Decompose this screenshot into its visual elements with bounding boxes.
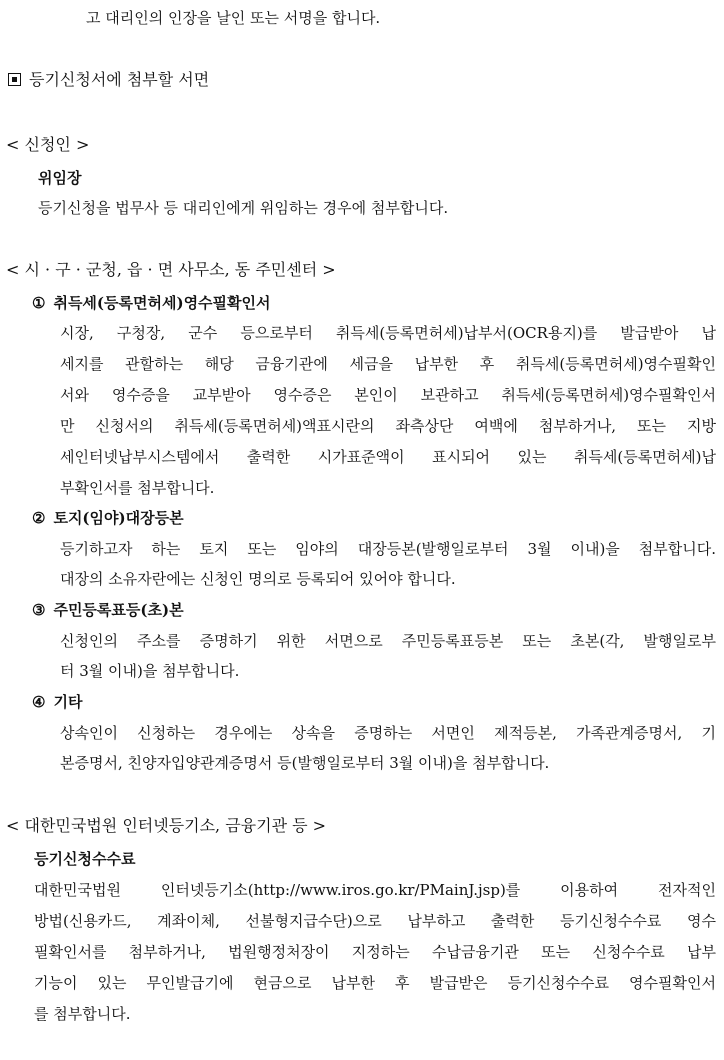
- section-heading: 등기신청서에 첨부할 서면: [29, 70, 210, 89]
- city-item-1-line-1: 시장, 구청장, 군수 등으로부터 취득세(등록면허세)납부서(OCR용지)를 발급받아 납: [60, 324, 716, 342]
- city-item-1-line-4: 만 신청서의 취득세(등록면허세)액표시란의 좌측상단 여백에 첨부하거나, 또는 지방: [60, 417, 716, 435]
- applicant-heading: < 신청인 >: [6, 135, 90, 154]
- city-item-1-line-6: 부확인서를 첨부합니다.: [60, 479, 215, 497]
- city-heading: < 시 · 구 · 군청, 읍 · 면 사무소, 동 주민센터 >: [6, 260, 336, 279]
- item-number: ④: [32, 693, 46, 711]
- item-number: ①: [32, 294, 46, 312]
- section-heading-row: [8, 70, 209, 90]
- intro-line: 고 대리인의 인장을 날인 또는 서명을 합니다.: [86, 9, 381, 27]
- city-item-1-title: [32, 293, 271, 313]
- court-heading: < 대한민국법원 인터넷등기소, 금융기관 등 >: [6, 816, 327, 835]
- court-line-3: 필확인서를 첨부하거나, 법원행정처장이 지정하는 수납금융기관 또는 신청수수료 납부: [34, 943, 716, 961]
- square-bullet-icon: [8, 73, 21, 86]
- city-item-1-line-5: 세인터넷납부시스템에서 출력한 시가표준액이 표시되어 있는 취득세(등록면허세)납: [60, 448, 716, 466]
- city-item-4-line-2: 본증명서, 친양자입양관계증명서 등(발행일로부터 3월 이내)을 첨부합니다.: [60, 754, 550, 772]
- item-number: ②: [32, 509, 46, 527]
- court-item-title: 등기신청수수료: [34, 850, 136, 868]
- city-item-2-title: [32, 508, 184, 528]
- court-line-5: 를 첨부합니다.: [34, 1005, 131, 1023]
- item-title: 취득세(등록면허세)영수필확인서: [53, 294, 271, 312]
- item-number: ③: [32, 601, 46, 619]
- item-title: 주민등록표등(초)본: [53, 601, 184, 619]
- court-line-2: 방법(신용카드, 계좌이체, 선불형지급수단)으로 납부하고 출력한 등기신청수수료 영수: [34, 912, 716, 930]
- city-item-4-title: [32, 692, 82, 712]
- applicant-item-title: 위임장: [38, 169, 82, 187]
- city-item-4-line-1: 상속인이 신청하는 경우에는 상속을 증명하는 서면인 제적등본, 가족관계증명서, 기: [60, 724, 716, 742]
- court-line-1: 대한민국법원 인터넷등기소(http://www.iros.go.kr/PMainJ.jsp)를 이용하여 전자적인: [34, 881, 716, 899]
- item-title: 기타: [53, 693, 83, 711]
- city-item-1-line-3: 서와 영수증을 교부받아 영수증은 본인이 보관하고 취득세(등록면허세)영수필확인서: [60, 386, 716, 404]
- court-line-4: 기능이 있는 무인발급기에 현금으로 납부한 후 발급받은 등기신청수수료 영수필확인서: [34, 974, 716, 992]
- city-item-3-line-1: 신청인의 주소를 증명하기 위한 서면으로 주민등록표등본 또는 초본(각, 발행일로부: [60, 632, 716, 650]
- city-item-2-line-2: 대장의 소유자란에는 신청인 명의로 등록되어 있어야 합니다.: [60, 570, 456, 588]
- city-item-1-line-2: 세지를 관할하는 해당 금융기관에 세금을 납부한 후 취득세(등록면허세)영수필확인: [60, 355, 716, 373]
- city-item-3-line-2: 터 3월 이내)을 첨부합니다.: [60, 662, 240, 680]
- item-title: 토지(임야)대장등본: [53, 509, 184, 527]
- applicant-item-text: 등기신청을 법무사 등 대리인에게 위임하는 경우에 첨부합니다.: [38, 199, 449, 217]
- city-item-2-line-1: 등기하고자 하는 토지 또는 임야의 대장등본(발행일로부터 3월 이내)을 첨부합니다.: [60, 540, 716, 558]
- city-item-3-title: [32, 600, 184, 620]
